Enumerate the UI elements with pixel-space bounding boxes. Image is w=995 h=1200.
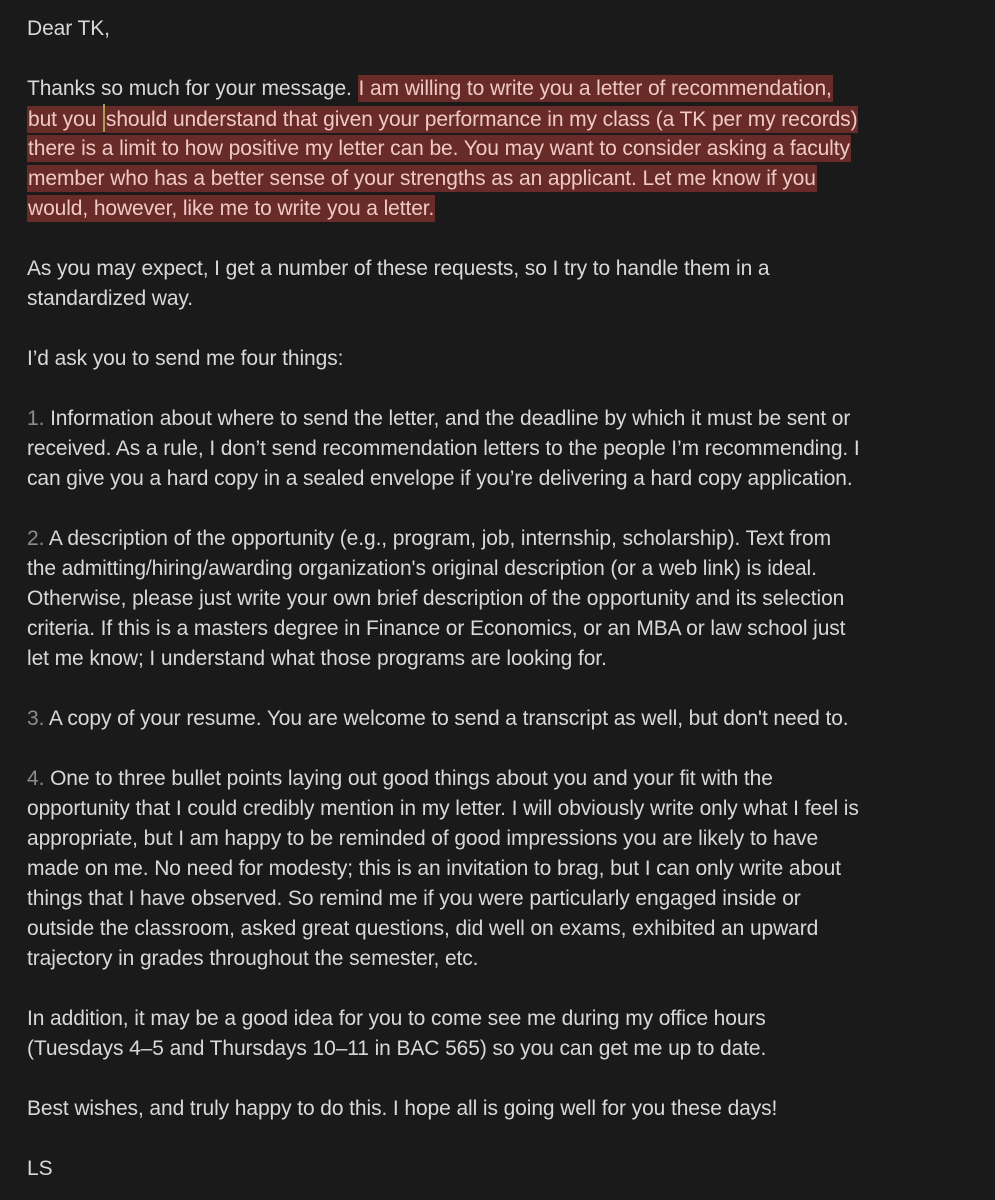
body-text-run: LS bbox=[27, 1157, 53, 1180]
body-text-run: made on me. No need for modesty; this is an invitation to brag, but I can only write about bbox=[27, 857, 841, 880]
text-line bbox=[27, 524, 971, 554]
text-line bbox=[27, 434, 971, 464]
text-line bbox=[27, 1034, 971, 1064]
body-text-run: standardized way. bbox=[27, 287, 194, 310]
text-line bbox=[27, 74, 971, 104]
list-number: 3. bbox=[27, 707, 45, 730]
text-line bbox=[27, 344, 971, 374]
text-line bbox=[27, 164, 971, 194]
body-text-run: the admitting/hiring/awarding organization's original description (or a web link) is ideal. bbox=[27, 557, 817, 580]
text-line bbox=[27, 614, 971, 644]
highlighted-text-run: should understand that given your performance in my class (a TK per my records) bbox=[105, 108, 858, 131]
text-line bbox=[27, 404, 971, 434]
body-text-run: criteria. If this is a masters degree in Finance or Economics, or an MBA or law school just bbox=[27, 617, 846, 640]
paragraph bbox=[27, 1154, 971, 1184]
text-line bbox=[27, 644, 971, 674]
paragraph bbox=[27, 14, 971, 44]
body-text-run: trajectory in grades throughout the semester, etc. bbox=[27, 947, 479, 970]
highlighted-text-run: I am willing to write you a letter of recommendation, bbox=[358, 77, 832, 100]
text-line bbox=[27, 1154, 971, 1184]
body-text-run: Thanks so much for your message. bbox=[27, 77, 358, 100]
text-line bbox=[27, 884, 971, 914]
body-text-run: things that I have observed. So remind me if you were particularly engaged inside or bbox=[27, 887, 801, 910]
text-line bbox=[27, 284, 971, 314]
body-text-run: In addition, it may be a good idea for you to come see me during my office hours bbox=[27, 1007, 766, 1030]
text-line bbox=[27, 1004, 971, 1034]
highlighted-text-run: member who has a better sense of your strengths as an applicant. Let me know if you bbox=[28, 167, 816, 190]
paragraph bbox=[27, 764, 971, 974]
body-text-run: opportunity that I could credibly mention in my letter. I will obviously write only what I feel is bbox=[27, 797, 859, 820]
body-text-run: (Tuesdays 4–5 and Thursdays 10–11 in BAC 565) so you can get me up to date. bbox=[27, 1037, 767, 1060]
body-text-run: Best wishes, and truly happy to do this. I hope all is going well for you these days! bbox=[27, 1097, 778, 1120]
body-text-run: A description of the opportunity (e.g., program, job, internship, scholarship). Text from bbox=[44, 527, 832, 550]
list-number: 2. bbox=[27, 527, 45, 550]
text-line bbox=[27, 254, 971, 284]
body-text-run: A copy of your resume. You are welcome to send a transcript as well, but don't need to. bbox=[44, 707, 849, 730]
body-text-run: Dear TK, bbox=[27, 17, 110, 40]
text-line bbox=[27, 194, 971, 224]
text-line bbox=[27, 944, 971, 974]
text-line bbox=[27, 764, 971, 794]
body-text-run: appropriate, but I am happy to be reminded of good impressions you are likely to have bbox=[27, 827, 819, 850]
body-text-run: outside the classroom, asked great questions, did well on exams, exhibited an upward bbox=[27, 917, 819, 940]
paragraph bbox=[27, 524, 971, 674]
body-text-run: As you may expect, I get a number of these requests, so I try to handle them in a bbox=[27, 257, 770, 280]
body-text-run: let me know; I understand what those programs are looking for. bbox=[27, 647, 607, 670]
text-line bbox=[27, 914, 971, 944]
paragraph bbox=[27, 254, 971, 314]
list-number: 1. bbox=[27, 407, 45, 430]
body-text-run: can give you a hard copy in a sealed envelope if you’re delivering a hard copy application. bbox=[27, 467, 853, 490]
text-line bbox=[27, 554, 971, 584]
paragraph bbox=[27, 404, 971, 494]
body-text-run: Information about where to send the letter, and the deadline by which it must be sent or bbox=[44, 407, 851, 430]
text-line bbox=[27, 704, 971, 734]
body-text-run: Otherwise, please just write your own brief description of the opportunity and its selection bbox=[27, 587, 845, 610]
paragraph bbox=[27, 74, 971, 224]
text-line bbox=[27, 584, 971, 614]
paragraph bbox=[27, 704, 971, 734]
text-line bbox=[27, 1094, 971, 1124]
text-line bbox=[27, 794, 971, 824]
paragraph bbox=[27, 1094, 971, 1124]
body-text-run: received. As a rule, I don’t send recommendation letters to the people I’m recommending. I bbox=[27, 437, 860, 460]
body-text-run: I’d ask you to send me four things: bbox=[27, 347, 344, 370]
text-line bbox=[27, 854, 971, 884]
text-line bbox=[27, 134, 971, 164]
paragraph bbox=[27, 344, 971, 374]
paragraph bbox=[27, 1004, 971, 1064]
text-line bbox=[27, 14, 971, 44]
list-number: 4. bbox=[27, 767, 45, 790]
highlighted-text-run: there is a limit to how positive my letter can be. You may want to consider asking a faculty bbox=[28, 137, 850, 160]
highlighted-text-run: would, however, like me to write you a letter. bbox=[28, 197, 435, 220]
text-line bbox=[27, 824, 971, 854]
highlighted-text-run: but you bbox=[28, 108, 102, 131]
text-line bbox=[27, 104, 971, 134]
body-text-run: One to three bullet points laying out good things about you and your fit with the bbox=[44, 767, 773, 790]
text-line bbox=[27, 464, 971, 494]
